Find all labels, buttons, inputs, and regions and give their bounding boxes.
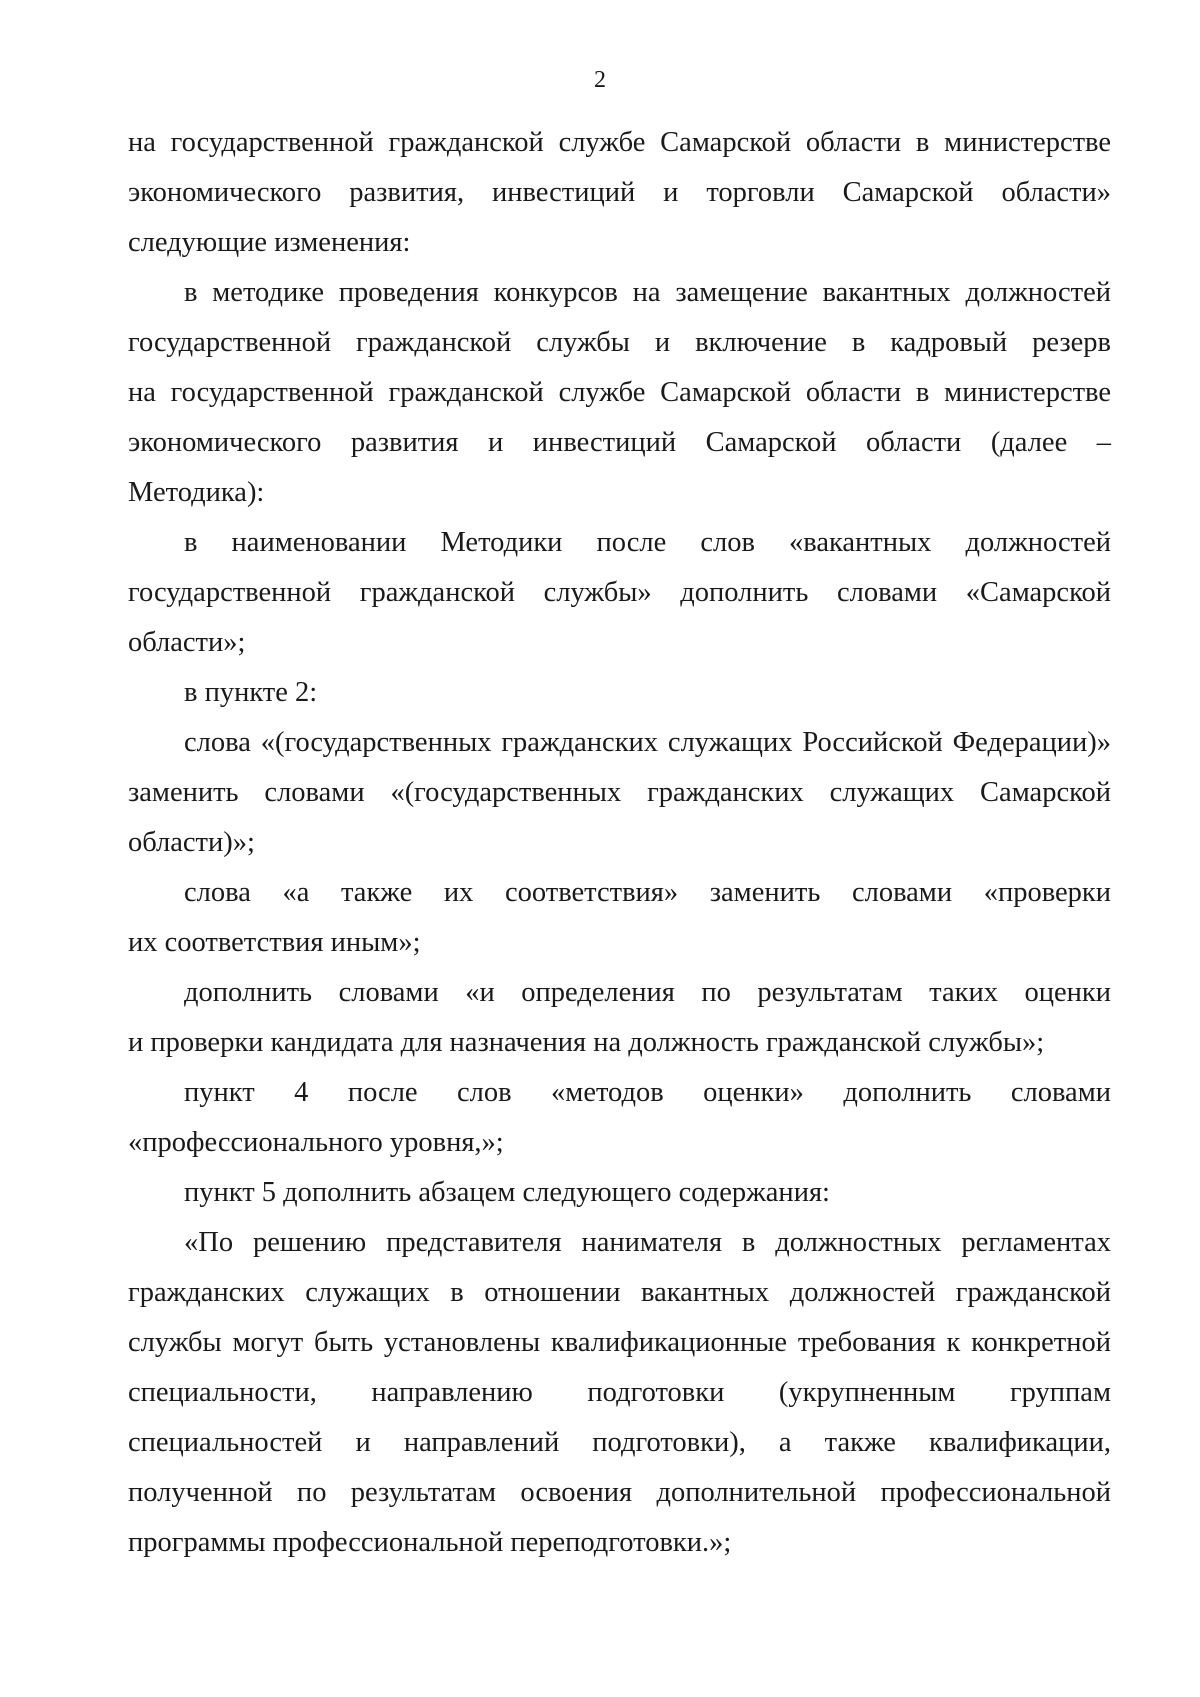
text-line: на государственной гражданской службе Самарской области в министерстве [128, 127, 1111, 158]
text-line: области)»; [128, 827, 255, 858]
text-line: экономического развития и инвестиций Самарской области (далее – [128, 427, 1111, 458]
text-line: дополнить словами «и определения по результатам таких оценки [184, 977, 1111, 1008]
text-line: пункт 4 после слов «методов оценки» дополнить словами [184, 1077, 1111, 1108]
text-line: службы могут быть установлены квалификационные требования к конкретной [128, 1327, 1111, 1358]
text-line: слова «а также их соответствия» заменить словами «проверки [184, 877, 1111, 908]
text-line: полученной по результатам освоения дополнительной профессиональной [128, 1477, 1111, 1508]
page-number: 2 [594, 67, 606, 93]
text-line: в пункте 2: [184, 677, 318, 708]
text-line: специальностей и направлений подготовки), а также квалификации, [128, 1427, 1111, 1458]
text-line: государственной гражданской службы» дополнить словами «Самарской [128, 577, 1111, 608]
text-line: специальности, направлению подготовки (укрупненным группам [128, 1377, 1111, 1408]
text-line: их соответствия иным»; [128, 927, 421, 958]
text-line: пункт 5 дополнить абзацем следующего содержания: [184, 1177, 830, 1208]
text-line: «По решению представителя нанимателя в должностных регламентах [184, 1227, 1111, 1258]
text-line: следующие изменения: [128, 227, 411, 258]
text-line: в методике проведения конкурсов на замещение вакантных должностей [184, 277, 1111, 308]
text-line: на государственной гражданской службе Самарской области в министерстве [128, 377, 1111, 408]
text-line: гражданских служащих в отношении вакантных должностей гражданской [128, 1277, 1111, 1308]
text-line: программы профессиональной переподготовки.»; [128, 1527, 732, 1558]
text-line: в наименовании Методики после слов «вакантных должностей [184, 527, 1111, 558]
text-line: слова «(государственных гражданских служащих Российской Федерации)» [184, 727, 1111, 758]
text-line: «профессионального уровня,»; [128, 1127, 504, 1158]
text-line: заменить словами «(государственных гражданских служащих Самарской [128, 777, 1111, 808]
text-line: области»; [128, 627, 246, 658]
text-line: и проверки кандидата для назначения на должность гражданской службы»; [128, 1027, 1045, 1058]
text-line: государственной гражданской службы и включение в кадровый резерв [128, 327, 1111, 358]
document-body [128, 118, 1111, 1568]
text-line: Методика): [128, 477, 265, 508]
text-line: экономического развития, инвестиций и торговли Самарской области» [128, 177, 1111, 208]
